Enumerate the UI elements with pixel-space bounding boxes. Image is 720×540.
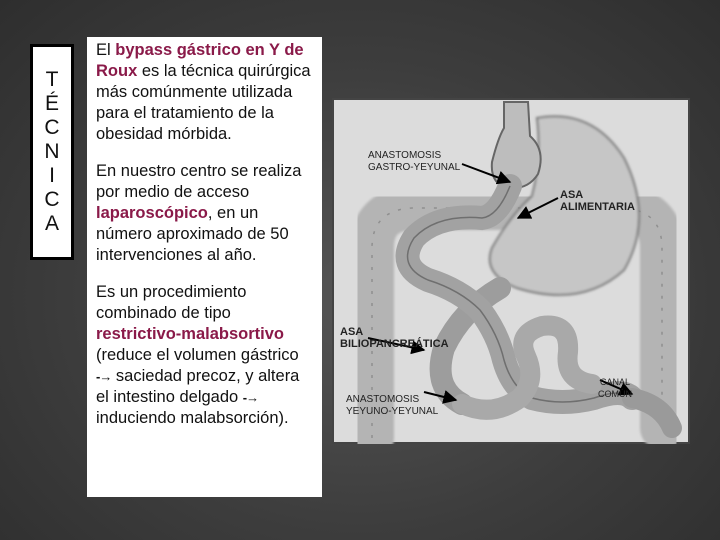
side-title-letter: T [45,68,59,91]
p2-highlight: laparoscópico [96,204,208,222]
p2-pre: En nuestro centro se realiza por medio de acceso [96,162,302,201]
right-arrow-icon: -→ [242,390,259,405]
label-asa-bilio: ASA BILIOPANCREÁTICA [340,326,449,350]
p3-mid1: (reduce el volumen gástrico [96,346,299,364]
side-title-box [30,44,74,260]
p1-pre: El [96,41,116,59]
p3-pre: Es un procedimiento combinado de tipo [96,283,247,322]
label-asa-alimentaria: ASA ALIMENTARIA [560,189,635,213]
paragraph-intro [96,40,316,145]
p3-highlight: restrictivo-malabsortivo [96,325,284,343]
label-anastomosis-gastro: ANASTOMOSIS GASTRO-YEYUNAL [368,150,461,173]
side-title-letter: C [44,188,60,211]
p3-post: induciendo malabsorción). [96,409,289,427]
bypass-illustration [332,98,690,444]
side-title-letter: É [44,92,59,115]
label-anastomosis-yeyuno: ANASTOMOSIS YEYUNO-YEYUNAL [346,394,439,417]
side-title-letter: N [44,140,60,163]
paragraph-procedure [96,282,316,429]
paragraph-center [96,161,316,266]
side-title-letter: C [44,116,60,139]
side-title-letter: I [49,164,55,187]
right-arrow-icon: -→ [96,369,112,384]
p1-post: es la técnica quirúrgica más comúnmente utilizada para el tratamiento de la obesidad mórbida. [96,62,311,143]
p2-post: , en un número aproximado de 50 intervenciones al año. [96,204,289,264]
p1-highlight: bypass gástrico en Y de Roux [96,41,304,80]
side-title-letter: A [44,212,59,235]
text-box [87,37,322,497]
p3-mid2: saciedad precoz, y altera el intestino delgado [96,367,300,406]
label-canal-comun: CANAL COMÚN [598,377,632,399]
